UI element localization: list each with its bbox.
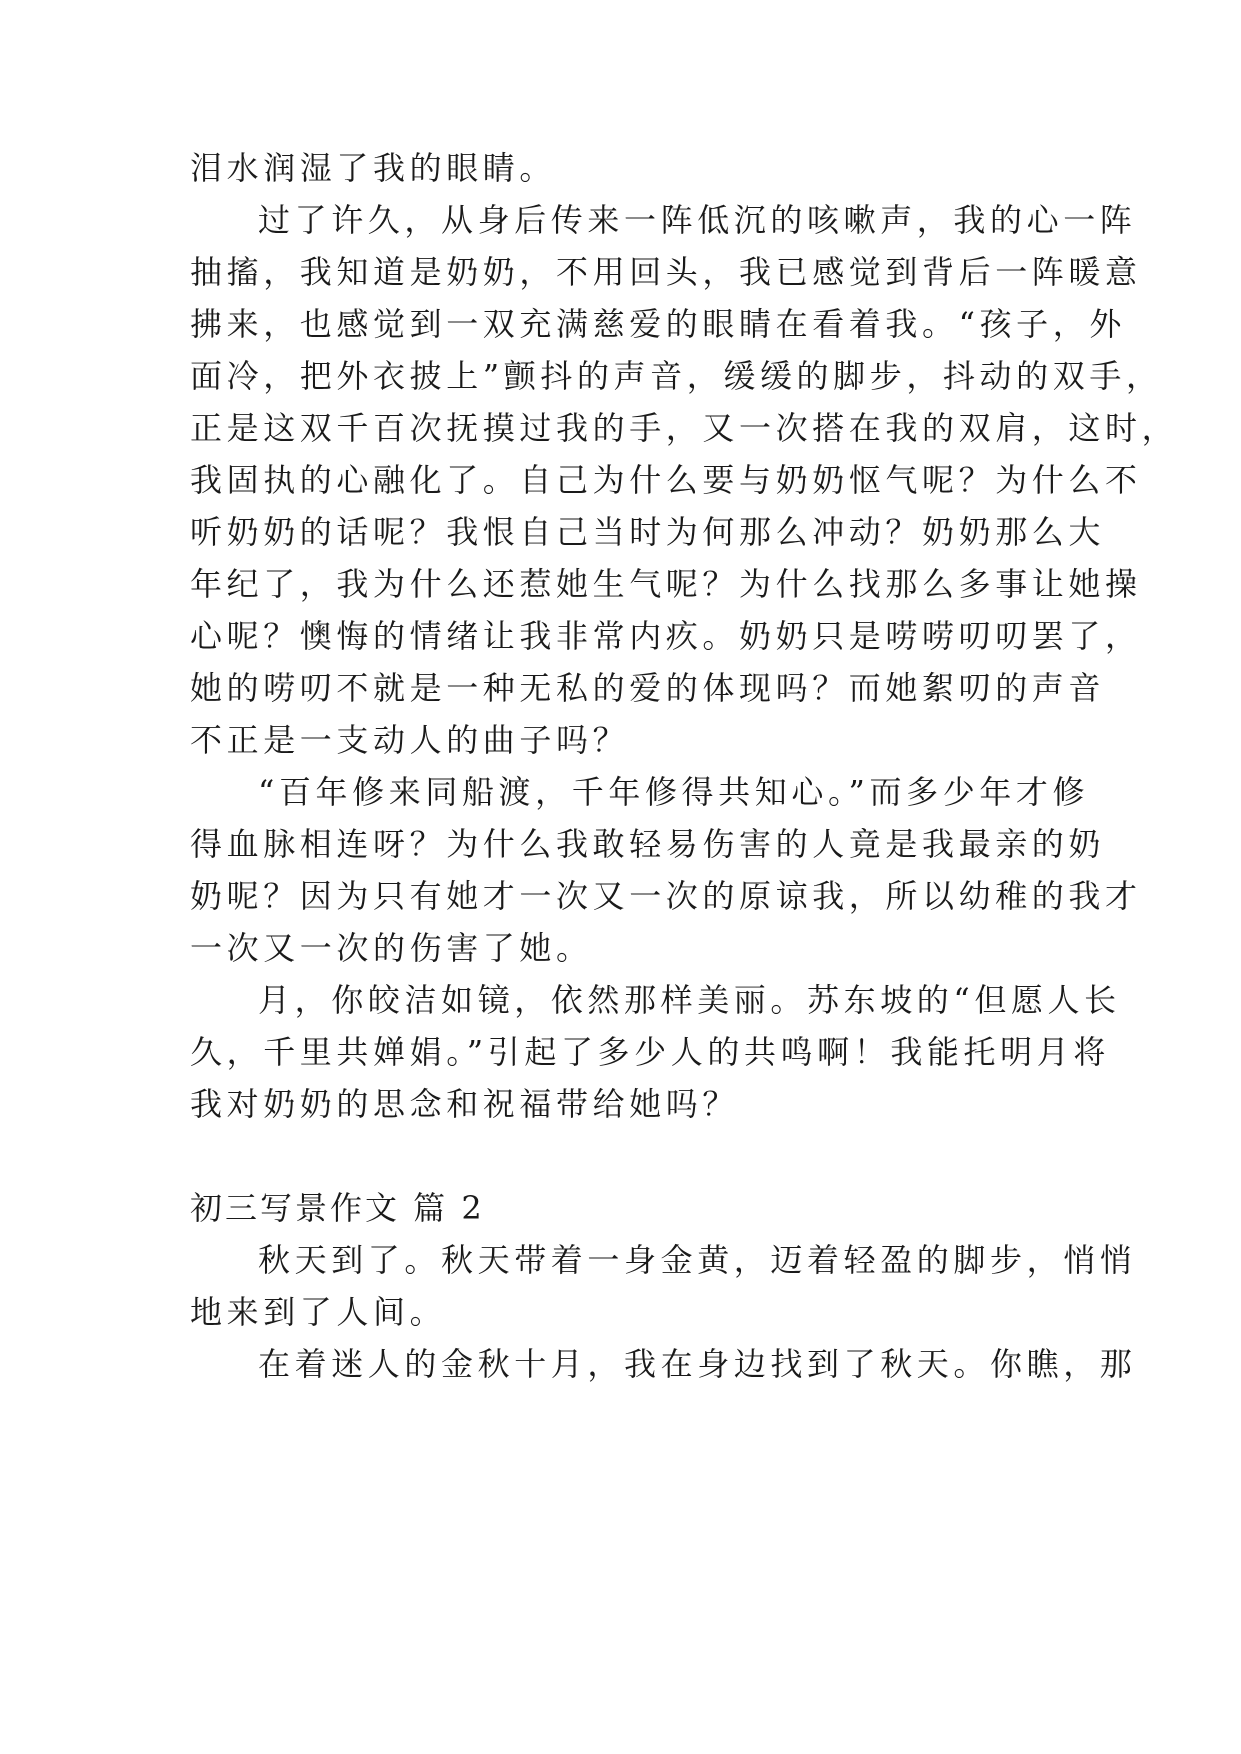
section-heading: 初三写景作文 篇 2	[190, 1189, 485, 1227]
text-line: 我对奶奶的思念和祝福带给她吗？	[190, 1085, 740, 1123]
text-line: 面冷，把外衣披上”颤抖的声音，缓缓的脚步，抖动的双手，	[190, 357, 1163, 395]
paragraph-first-line: 在着迷人的金秋十月，我在身边找到了秋天。你瞧，那	[258, 1345, 1137, 1383]
paragraph-first-line: 过了许久，从身后传来一阵低沉的咳嗽声，我的心一阵	[258, 201, 1137, 239]
text-line: 拂来，也感觉到一双充满慈爱的眼睛在看着我。“孩子，外	[190, 305, 1126, 343]
text-line: 奶呢？因为只有她才一次又一次的原谅我，所以幼稚的我才	[190, 877, 1142, 915]
text-line: 不正是一支动人的曲子吗？	[190, 721, 630, 759]
text-line: 泪水润湿了我的眼睛。	[190, 149, 557, 187]
text-line: 一次又一次的伤害了她。	[190, 929, 593, 967]
text-line: 她的唠叨不就是一种无私的爱的体现吗？而她絮叨的声音	[190, 669, 1106, 707]
text-line: 我固执的心融化了。自己为什么要与奶奶怄气呢？为什么不	[190, 461, 1142, 499]
text-line: 正是这双千百次抚摸过我的手，又一次搭在我的双肩，这时，	[190, 409, 1179, 447]
paragraph-first-line: 月，你皎洁如镜，依然那样美丽。苏东坡的“但愿人长	[258, 981, 1121, 1019]
text-line: 地来到了人间。	[190, 1293, 447, 1331]
text-line: 听奶奶的话呢？我恨自己当时为何那么冲动？奶奶那么大	[190, 513, 1106, 551]
text-line: 得血脉相连呀？为什么我敢轻易伤害的人竟是我最亲的奶	[190, 825, 1106, 863]
text-line: 心呢？懊悔的情绪让我非常内疚。奶奶只是唠唠叨叨罢了，	[190, 617, 1142, 655]
text-line: 久，千里共婵娟。”引起了多少人的共鸣啊！我能托明月将	[190, 1033, 1110, 1071]
paragraph-first-line: “百年修来同船渡，千年修得共知心。”而多少年才修	[258, 773, 1090, 811]
text-line: 抽搐，我知道是奶奶，不用回头，我已感觉到背后一阵暖意	[190, 253, 1142, 291]
text-line: 年纪了，我为什么还惹她生气呢？为什么找那么多事让她操	[190, 565, 1142, 603]
paragraph-first-line: 秋天到了。秋天带着一身金黄，迈着轻盈的脚步，悄悄	[258, 1241, 1137, 1279]
